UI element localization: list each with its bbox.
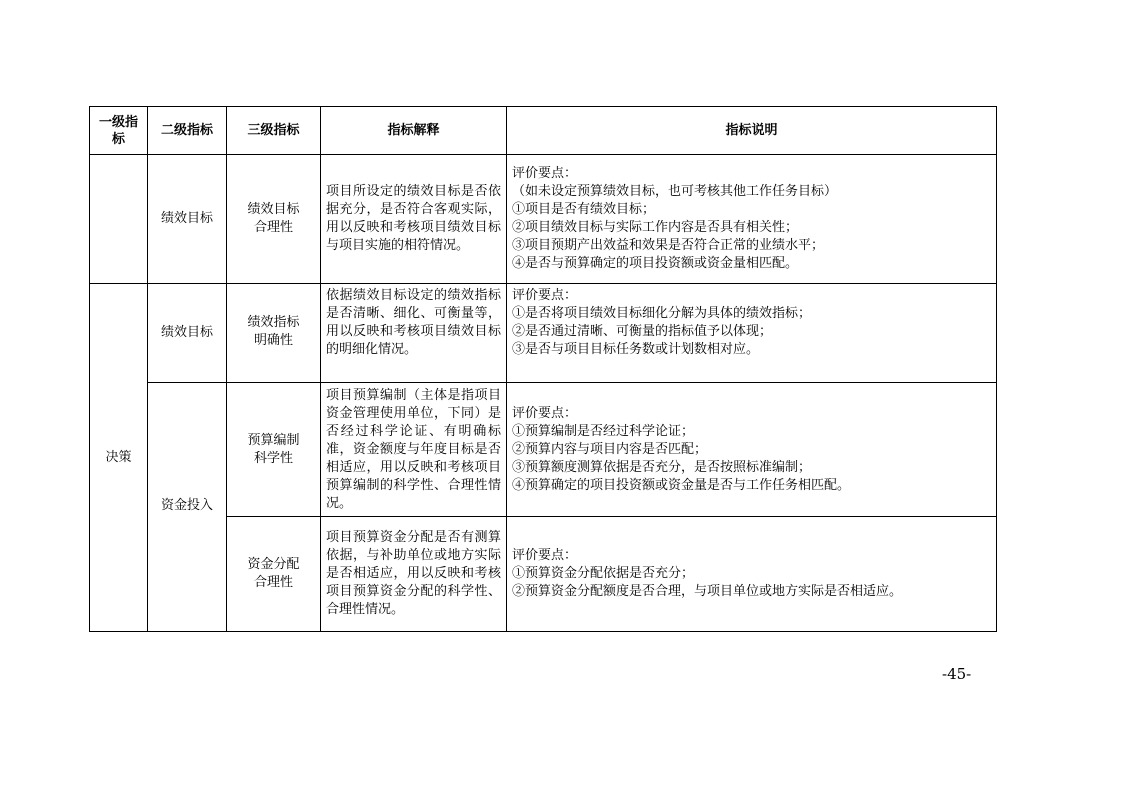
description-cell: 评价要点： （如未设定预算绩效目标，也可考核其他工作任务目标） ①项目是否有绩效目标； ②项目绩效目标与实际工作内容是否具有相关性； ③项目预期产出效益和效果是否符合正常的业绩水平； ④是否与预算确定的项目投资额或资金量相匹配。 [507,155,997,284]
level1-cell-decision: 决策 [90,284,148,632]
table-row [90,155,997,284]
level3-cell: 预算编制 科学性 [227,383,321,517]
explanation-cell: 依据绩效目标设定的绩效指标是否清晰、细化、可衡量等，用以反映和考核项目绩效目标的明细化情况。 [321,284,507,383]
level3-cell: 资金分配 合理性 [227,517,321,632]
header-description: 指标说明 [507,107,997,155]
explanation-cell: 项目预算资金分配是否有测算依据，与补助单位或地方实际是否相适应，用以反映和考核项目预算资金分配的科学性、合理性情况。 [321,517,507,632]
header-explanation: 指标解释 [321,107,507,155]
header-row [90,107,997,155]
description-cell: 评价要点： ①预算资金分配依据是否充分； ②预算资金分配额度是否合理，与项目单位或地方实际是否相适应。 [507,517,997,632]
header-level1: 一级指 标 [90,107,148,155]
header-level2: 二级指标 [148,107,227,155]
indicator-table [89,106,997,632]
explanation-cell: 项目所设定的绩效目标是否依据充分，是否符合客观实际，用以反映和考核项目绩效目标与项目实施的相符情况。 [321,155,507,284]
table-row [90,383,997,517]
level3-cell: 绩效指标 明确性 [227,284,321,383]
description-cell: 评价要点： ①是否将项目绩效目标细化分解为具体的绩效指标； ②是否通过清晰、可衡量的指标值予以体现； ③是否与项目目标任务数或计划数相对应。 [507,284,997,383]
explanation-cell: 项目预算编制（主体是指项目资金管理使用单位，下同）是否经过科学论证、有明确标准，资金额度与年度目标是否相适应，用以反映和考核项目预算编制的科学性、合理性情况。 [321,383,507,517]
page-number: -45- [942,665,972,683]
description-cell: 评价要点： ①预算编制是否经过科学论证； ②预算内容与项目内容是否匹配； ③预算额度测算依据是否充分，是否按照标准编制； ④预算确定的项目投资额或资金量是否与工作任务相匹配。 [507,383,997,517]
level3-cell: 绩效目标 合理性 [227,155,321,284]
table-row [90,284,997,383]
header-level3: 三级指标 [227,107,321,155]
table-row [90,517,997,632]
level2-cell: 绩效目标 [148,284,227,383]
level2-cell: 绩效目标 [148,155,227,284]
level1-cell [90,155,148,284]
level2-cell-funding: 资金投入 [148,383,227,632]
